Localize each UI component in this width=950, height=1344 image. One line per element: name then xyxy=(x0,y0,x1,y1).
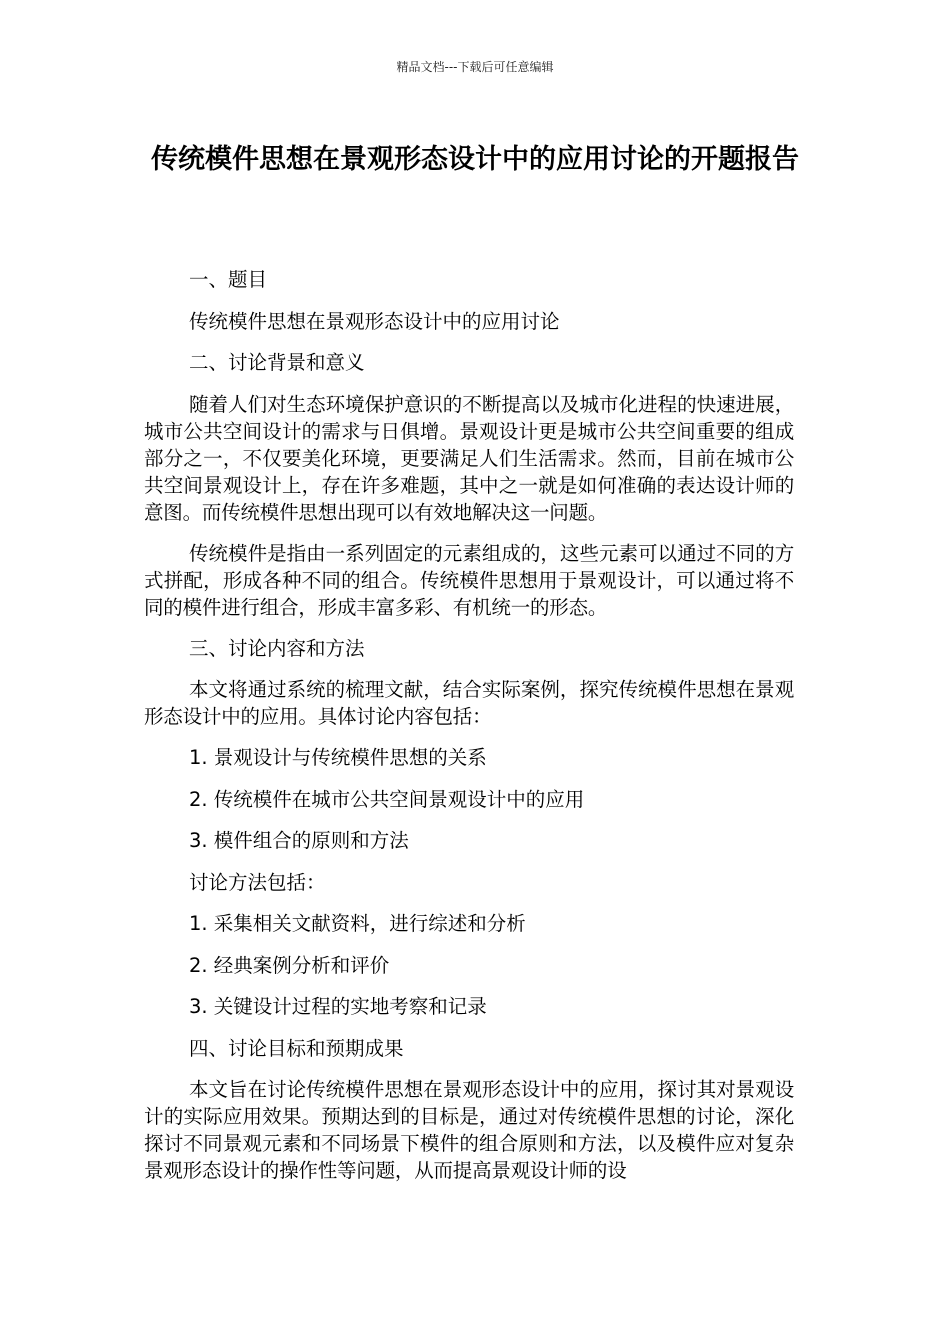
section-heading: 三、讨论内容和方法 xyxy=(189,636,365,660)
header-note: 精品文档---下载后可任意编辑 xyxy=(396,60,554,74)
paragraph: 本文将通过系统的梳理文献，结合实际案例，探究传统模件思想在景观形态设计中的应用。具体讨论内容包括： xyxy=(144,678,794,728)
section-heading: 一、题目 xyxy=(189,268,268,291)
section-heading: 四、讨论目标和预期成果 xyxy=(189,1036,404,1060)
list-item: 1. 景观设计与传统模件思想的关系 xyxy=(189,746,487,769)
list-item: 1. 采集相关文献资料，进行综述和分析 xyxy=(189,912,526,935)
document-title: 传统模件思想在景观形态设计中的应用讨论的开题报告 xyxy=(151,144,799,175)
topic-text: 传统模件思想在景观形态设计中的应用讨论 xyxy=(189,309,560,333)
list-item: 2. 传统模件在城市公共空间景观设计中的应用 xyxy=(189,787,585,811)
paragraph: 本文旨在讨论传统模件思想在景观形态设计中的应用，探讨其对景观设计的实际应用效果。预期达到的目标是，通过对传统模件思想的讨论，深化探讨不同景观元素和不同场景下模件的组合原则和方法，以及模件应对复杂景观形态设计的操作性等问题，从而提高景观设计师的设 xyxy=(144,1078,794,1182)
methods-label: 讨论方法包括： xyxy=(189,870,326,894)
paragraph: 随着人们对生态环境保护意识的不断提高以及城市化进程的快速进展，城市公共空间设计的需求与日俱增。景观设计更是城市公共空间重要的组成部分之一，不仅要美化环境，更要满足人们生活需求。然而，目前在城市公共空间景观设计上，存在许多难题，其中之一就是如何准确的表达设计师的意图。而传统模件思想出现可以有效地解决这一问题。 xyxy=(144,392,794,524)
section-heading: 二、讨论背景和意义 xyxy=(189,351,365,374)
paragraph: 传统模件是指由一系列固定的元素组成的，这些元素可以通过不同的方式拼配，形成各种不同的组合。传统模件思想用于景观设计，可以通过将不同的模件进行组合，形成丰富多彩、有机统一的形态。 xyxy=(144,541,794,619)
list-item: 3. 模件组合的原则和方法 xyxy=(189,829,409,852)
list-item: 2. 经典案例分析和评价 xyxy=(189,953,390,977)
list-item: 3. 关键设计过程的实地考察和记录 xyxy=(189,995,487,1018)
document-body xyxy=(144,266,794,1198)
